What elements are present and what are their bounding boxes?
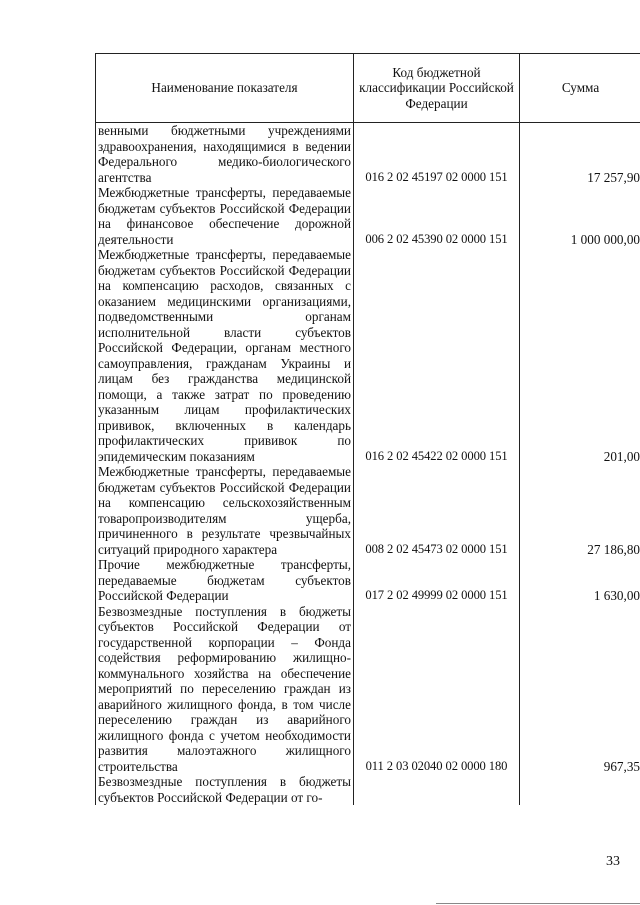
row-name xyxy=(96,123,354,186)
row-amount: 201,00 xyxy=(520,247,640,464)
header-amount: Сумма xyxy=(520,54,640,123)
table-row xyxy=(96,123,640,186)
row-name-text: венными бюджетными учреждениями здравоохранения, находящимися в ведении Федерального медико-биологического агентства xyxy=(98,123,351,185)
row-name xyxy=(96,557,354,604)
table-row xyxy=(96,557,640,604)
header-indicator-name: Наименование показателя xyxy=(96,54,354,123)
row-name-text: Межбюджетные трансферты, передаваемые бюджетам субъектов Российской Федерации на компенсацию сельскохозяйственным товаропроизводителям ущерба, причиненного в результате чрезвычайных ситуаций природного характера xyxy=(98,464,351,557)
row-name-text: Безвозмездные поступления в бюджеты субъектов Российской Федерации от государственной корпорации – Фонда содействия реформированию жилищно-коммунального хозяйства на обеспечение мероприятий по переселению граждан из аварийного жилищного фонда, в том числе переселению граждан из аварийного жилищного фонда с учетом необходимости развития малоэтажного жилищного строительства xyxy=(98,603,351,774)
row-code: 017 2 02 49999 02 0000 151 xyxy=(354,557,520,604)
row-code: 016 2 02 45422 02 0000 151 xyxy=(354,247,520,464)
row-amount: 1 000 000,00 xyxy=(520,185,640,247)
row-code: 011 2 03 02040 02 0000 180 xyxy=(354,604,520,775)
scan-edge-line xyxy=(436,903,640,904)
row-name xyxy=(96,774,354,805)
table-row xyxy=(96,774,640,805)
budget-table xyxy=(95,53,640,805)
row-name-text: Прочие межбюджетные трансферты, передаваемые бюджетам субъектов Российской Федерации xyxy=(98,557,351,603)
row-amount: 967,35 xyxy=(520,604,640,775)
header-budget-code: Код бюджетной классификации Российской Федерации xyxy=(354,54,520,123)
row-code xyxy=(354,774,520,805)
row-code: 006 2 02 45390 02 0000 151 xyxy=(354,185,520,247)
table-row xyxy=(96,464,640,557)
row-name xyxy=(96,247,354,464)
row-name xyxy=(96,464,354,557)
row-amount: 1 630,00 xyxy=(520,557,640,604)
table-row xyxy=(96,247,640,464)
row-amount: 17 257,90 xyxy=(520,123,640,186)
row-amount: 27 186,80 xyxy=(520,464,640,557)
row-code: 016 2 02 45197 02 0000 151 xyxy=(354,123,520,186)
row-amount xyxy=(520,774,640,805)
table-row xyxy=(96,604,640,775)
row-code: 008 2 02 45473 02 0000 151 xyxy=(354,464,520,557)
page-number: 33 xyxy=(606,854,620,869)
row-name xyxy=(96,604,354,775)
row-name-text: Межбюджетные трансферты, передаваемые бюджетам субъектов Российской Федерации на финансовое обеспечение дорожной деятельности xyxy=(98,185,351,247)
table-row xyxy=(96,185,640,247)
row-name-text: Безвозмездные поступления в бюджеты субъектов Российской Федерации от го- xyxy=(98,774,351,805)
table-header-row xyxy=(96,54,640,123)
row-name xyxy=(96,185,354,247)
row-name-text: Межбюджетные трансферты, передаваемые бюджетам субъектов Российской Федерации на компенсацию расходов, связанных с оказанием медицинскими организациями, подведомственными органам исполнительной власти субъектов Российской Федерации, органам местного самоуправления, гражданам Украины и лицам без гражданства медицинской помощи, а также затрат по проведению указанным лицам профилактических прививок, включенных в календарь профилактических прививок по эпидемическим показаниям xyxy=(98,247,351,464)
